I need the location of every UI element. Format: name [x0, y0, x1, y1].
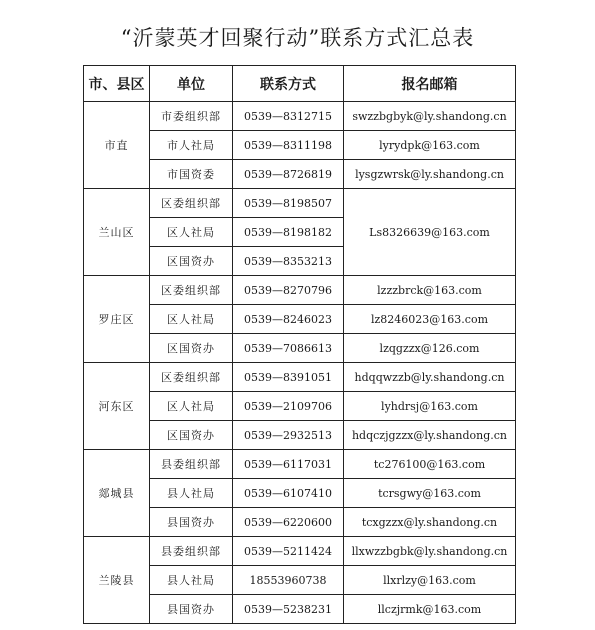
table-header-row	[84, 66, 516, 102]
header-unit: 单位	[150, 66, 233, 102]
district-cell: 河东区	[84, 363, 150, 450]
table-row	[84, 276, 516, 305]
unit-cell: 区委组织部	[150, 363, 233, 392]
phone-cell: 0539—7086613	[233, 334, 344, 363]
unit-cell: 市国资委	[150, 160, 233, 189]
email-cell: tcxgzzx@ly.shandong.cn	[344, 508, 516, 537]
header-phone: 联系方式	[233, 66, 344, 102]
email-cell: llxrlzy@163.com	[344, 566, 516, 595]
header-email: 报名邮箱	[344, 66, 516, 102]
phone-cell: 0539—6117031	[233, 450, 344, 479]
email-cell: lz8246023@163.com	[344, 305, 516, 334]
unit-cell: 区国资办	[150, 334, 233, 363]
unit-cell: 县人社局	[150, 566, 233, 595]
table-row	[84, 102, 516, 131]
district-cell: 兰陵县	[84, 537, 150, 624]
unit-cell: 市人社局	[150, 131, 233, 160]
table-body	[84, 102, 516, 624]
district-cell: 市直	[84, 102, 150, 189]
email-cell: swzzbgbyk@ly.shandong.cn	[344, 102, 516, 131]
phone-cell: 0539—6107410	[233, 479, 344, 508]
phone-cell: 0539—8198182	[233, 218, 344, 247]
unit-cell: 县委组织部	[150, 537, 233, 566]
phone-cell: 0539—5238231	[233, 595, 344, 624]
unit-cell: 县委组织部	[150, 450, 233, 479]
header-district: 市、县区	[84, 66, 150, 102]
unit-cell: 区委组织部	[150, 276, 233, 305]
phone-cell: 0539—8311198	[233, 131, 344, 160]
unit-cell: 市委组织部	[150, 102, 233, 131]
document-title: “沂蒙英才回聚行动”联系方式汇总表	[120, 26, 475, 50]
table-row	[84, 450, 516, 479]
unit-cell: 区人社局	[150, 305, 233, 334]
district-cell: 兰山区	[84, 189, 150, 276]
email-cell: tc276100@163.com	[344, 450, 516, 479]
phone-cell: 0539—2109706	[233, 392, 344, 421]
email-cell: lysgzwrsk@ly.shandong.cn	[344, 160, 516, 189]
email-cell: lyrydpk@163.com	[344, 131, 516, 160]
unit-cell: 县人社局	[150, 479, 233, 508]
phone-cell: 0539—6220600	[233, 508, 344, 537]
email-cell: lyhdrsj@163.com	[344, 392, 516, 421]
phone-cell: 0539—8312715	[233, 102, 344, 131]
email-cell: hdqqwzzb@ly.shandong.cn	[344, 363, 516, 392]
email-cell: hdqczjgzzx@ly.shandong.cn	[344, 421, 516, 450]
phone-cell: 18553960738	[233, 566, 344, 595]
unit-cell: 区国资办	[150, 421, 233, 450]
email-cell: llxwzzbgbk@ly.shandong.cn	[344, 537, 516, 566]
unit-cell: 区人社局	[150, 218, 233, 247]
email-cell: lzzzbrck@163.com	[344, 276, 516, 305]
table-row	[84, 363, 516, 392]
phone-cell: 0539—8246023	[233, 305, 344, 334]
unit-cell: 县国资办	[150, 595, 233, 624]
unit-cell: 县国资办	[150, 508, 233, 537]
phone-cell: 0539—8270796	[233, 276, 344, 305]
district-cell: 罗庄区	[84, 276, 150, 363]
email-cell: tcrsgwy@163.com	[344, 479, 516, 508]
table-row	[84, 537, 516, 566]
unit-cell: 区国资办	[150, 247, 233, 276]
table-row	[84, 189, 516, 218]
district-cell: 郯城县	[84, 450, 150, 537]
phone-cell: 0539—8198507	[233, 189, 344, 218]
phone-cell: 0539—2932513	[233, 421, 344, 450]
email-cell: llczjrmk@163.com	[344, 595, 516, 624]
phone-cell: 0539—8726819	[233, 160, 344, 189]
unit-cell: 区人社局	[150, 392, 233, 421]
email-cell: Ls8326639@163.com	[344, 189, 516, 276]
unit-cell: 区委组织部	[150, 189, 233, 218]
phone-cell: 0539—8391051	[233, 363, 344, 392]
phone-cell: 0539—5211424	[233, 537, 344, 566]
email-cell: lzqgzzx@126.com	[344, 334, 516, 363]
contact-table	[83, 65, 516, 624]
phone-cell: 0539—8353213	[233, 247, 344, 276]
